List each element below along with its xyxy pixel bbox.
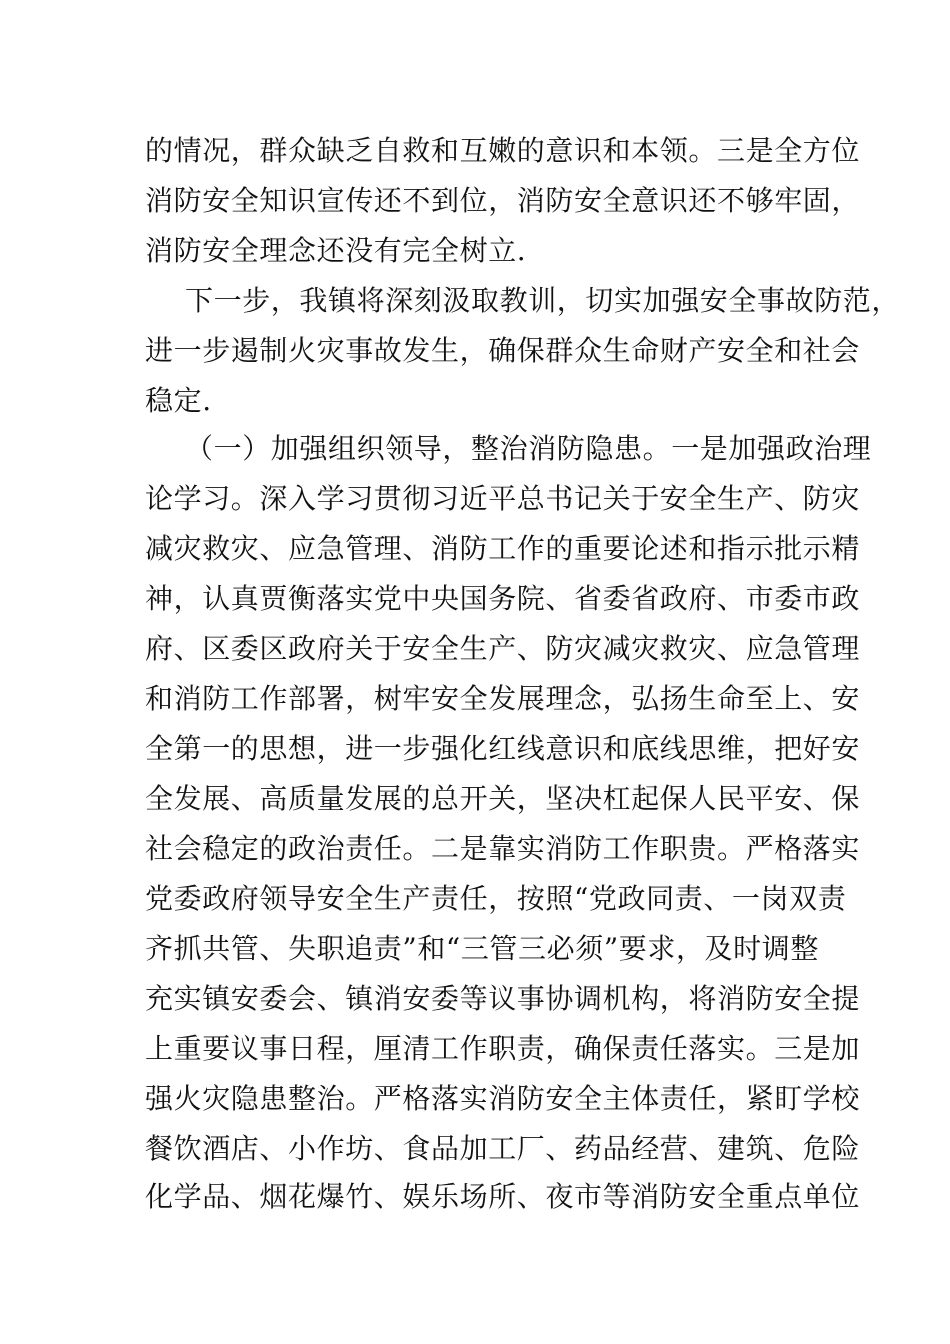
text-line: 充实镇安委会、镇消安委等议事协调机构，将消防安全提 [145, 982, 861, 1015]
text-line: 齐抓共管、失职追责”和“三管三必须”要求，及时调整 [145, 932, 819, 965]
paragraph-first-line: （一）加强组织领导，整治消防隐患。一是加强政治理 [185, 432, 872, 465]
text-line: 消防安全理念还没有完全树立. [145, 234, 527, 267]
text-line: 党委政府领导安全生产责任，按照“党政同责、一岗双责 [145, 882, 847, 915]
text-line: 的情况，群众缺乏自救和互嫩的意识和本领。三是全方位 [145, 134, 861, 167]
text-line: 餐饮酒店、小作坊、食品加工厂、药品经营、建筑、危险 [145, 1132, 861, 1165]
paragraph-first-line: 下一步，我镇将深刻汲取教训，切实加强安全事故防范， [185, 284, 901, 317]
text-line: 进一步遏制火灾事故发生，确保群众生命财产安全和社会 [145, 334, 861, 367]
text-line: 消防安全知识宣传还不到位，消防安全意识还不够牢固， [145, 184, 861, 217]
text-line: 论学习。深入学习贯彻习近平总书记关于安全生产、防灾 [145, 482, 861, 515]
text-line: 稳定. [145, 384, 212, 417]
text-line: 社会稳定的政治责任。二是靠实消防工作职贵。严格落实 [145, 832, 861, 865]
text-line: 全第一的思想，进一步强化红线意识和底线思维，把好安 [145, 732, 861, 765]
text-line: 上重要议事日程，厘清工作职责，确保责任落实。三是加 [145, 1032, 861, 1065]
text-line: 府、区委区政府关于安全生产、防灾减灾救灾、应急管理 [145, 632, 861, 665]
text-line: 全发展、高质量发展的总开关，坚决杠起保人民平安、保 [145, 782, 861, 815]
text-line: 和消防工作部署，树牢安全发展理念，弘扬生命至上、安 [145, 682, 861, 715]
text-line: 减灾救灾、应急管理、消防工作的重要论述和指示批示精 [145, 532, 861, 565]
text-line: 强火灾隐患整治。严格落实消防安全主体责任，紧盯学校 [145, 1082, 861, 1115]
text-line: 神，认真贾衡落实党中央国务院、省委省政府、市委市政 [145, 582, 861, 615]
text-line: 化学品、烟花爆竹、娱乐场所、夜市等消防安全重点单位 [145, 1180, 861, 1213]
